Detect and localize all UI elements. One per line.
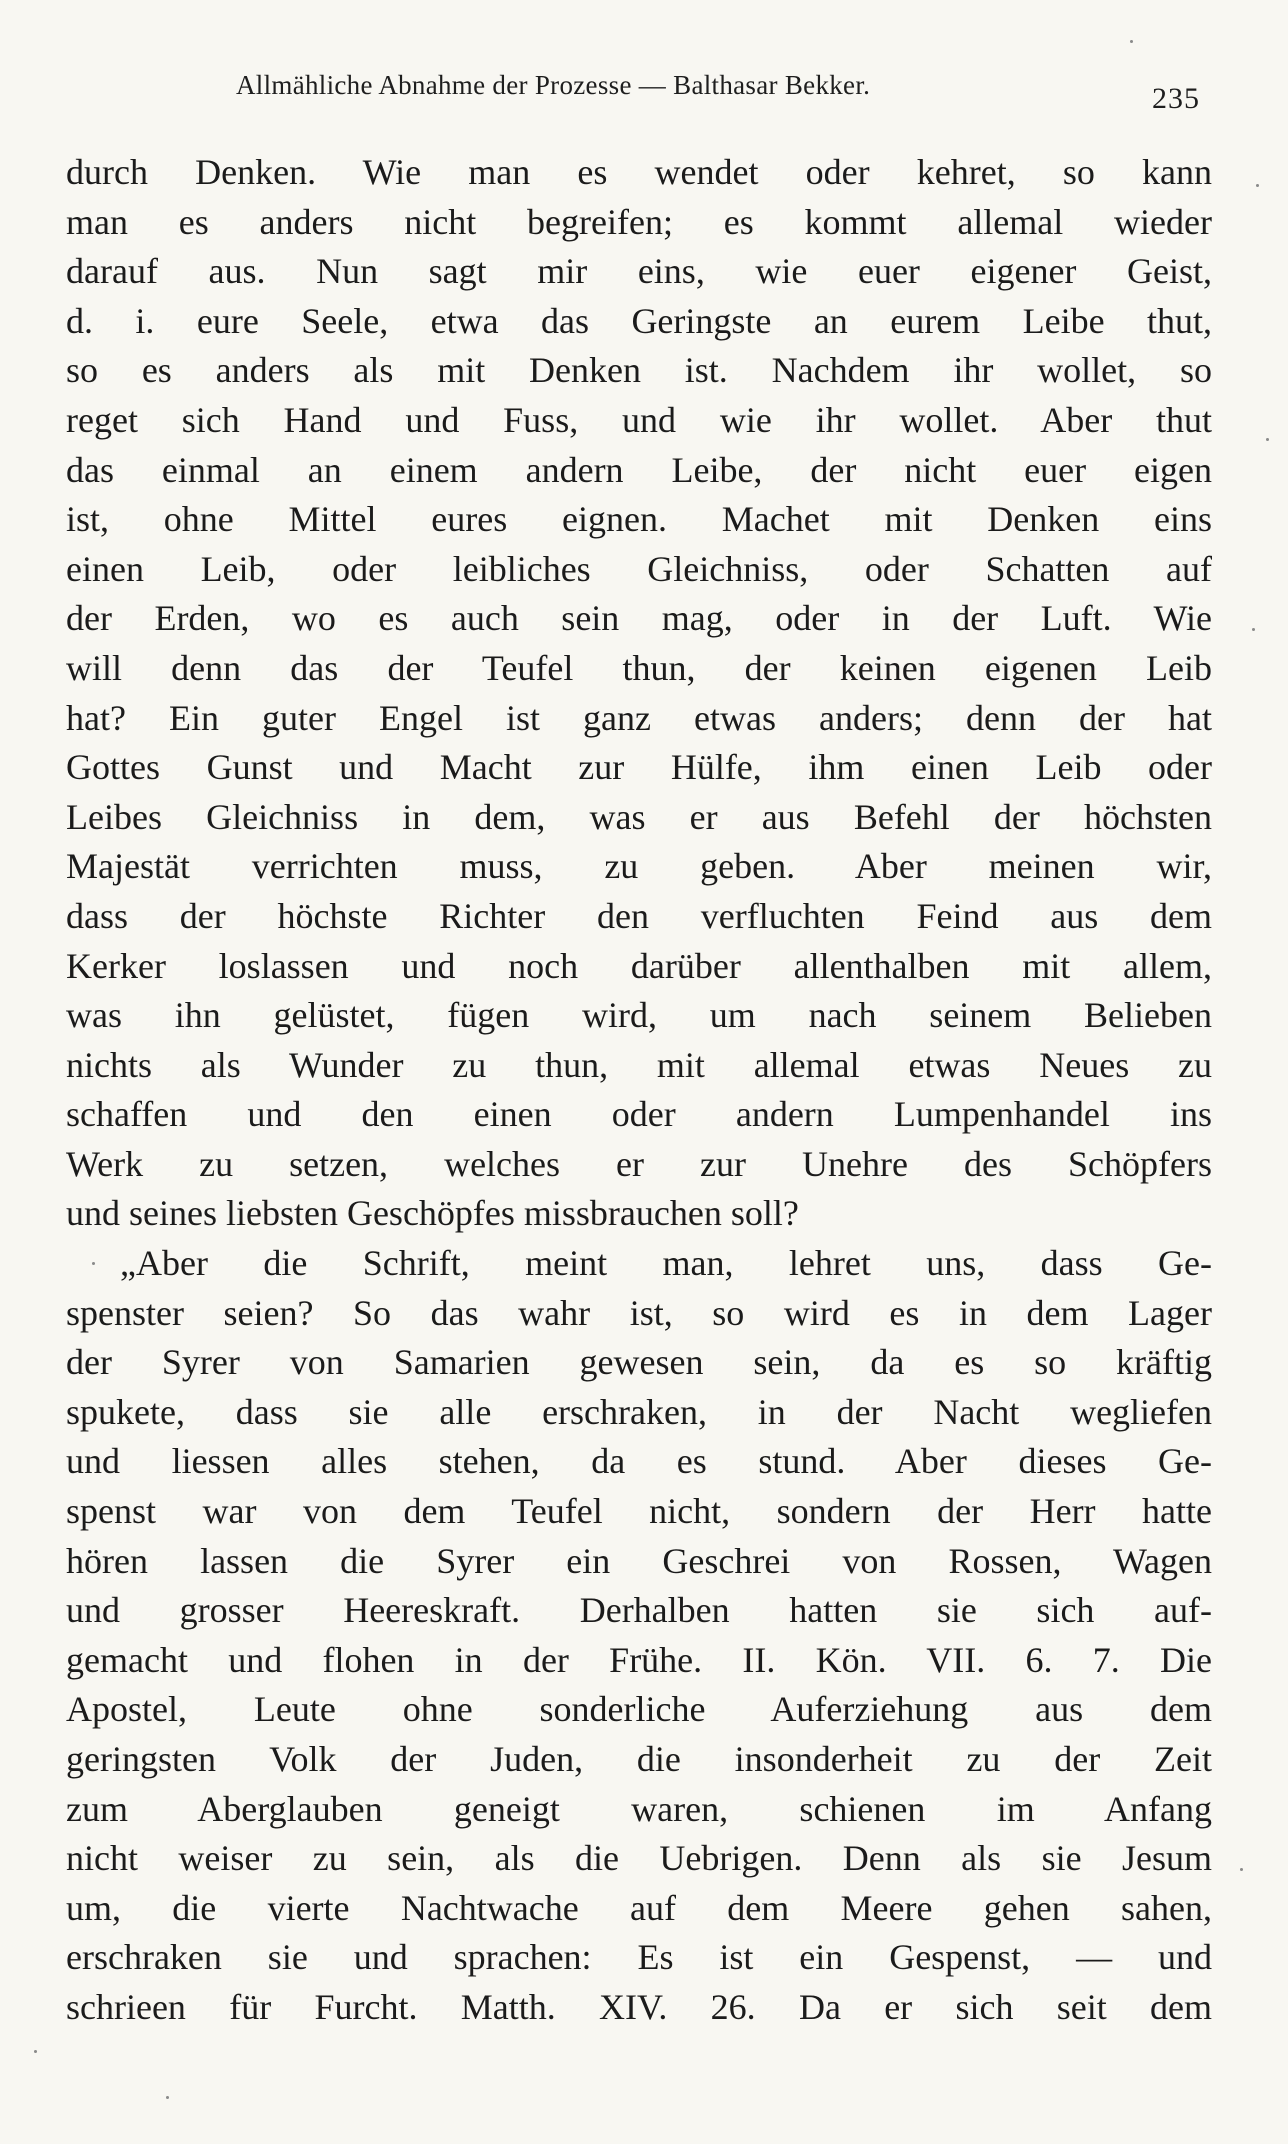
text-line: erschraken sie und sprachen: Es ist ein Gespenst, — und: [66, 1937, 1212, 1978]
paper-speck: [166, 2096, 169, 2099]
body-text: [66, 148, 1212, 2033]
text-line: nichts als Wunder zu thun, mit allemal etwas Neues zu: [66, 1044, 1212, 1085]
paper-speck: [1130, 40, 1133, 43]
text-line: hat? Ein guter Engel ist ganz etwas anders; denn der hat: [66, 697, 1212, 738]
text-line: einen Leib, oder leibliches Gleichniss, oder Schatten auf: [66, 548, 1212, 589]
text-line: und grosser Heereskraft. Derhalben hatten sie sich auf-: [66, 1590, 1212, 1631]
text-line: reget sich Hand und Fuss, und wie ihr wollet. Aber thut: [66, 399, 1212, 440]
paper-speck: [34, 2050, 37, 2053]
text-line: Leibes Gleichniss in dem, was er aus Befehl der höchsten: [66, 796, 1212, 837]
text-line: d. i. eure Seele, etwa das Geringste an eurem Leibe thut,: [66, 300, 1212, 341]
text-line: der Syrer von Samarien gewesen sein, da es so kräftig: [66, 1342, 1212, 1383]
text-line: was ihn gelüstet, fügen wird, um nach seinem Belieben: [66, 995, 1212, 1036]
text-line: spukete, dass sie alle erschraken, in der Nacht wegliefen: [66, 1391, 1212, 1432]
text-line: der Erden, wo es auch sein mag, oder in der Luft. Wie: [66, 598, 1212, 639]
text-line-paragraph-start: „Aber die Schrift, meint man, lehret uns, dass Ge-: [120, 1243, 1212, 1284]
text-line: dass der höchste Richter den verfluchten Feind aus dem: [66, 895, 1212, 936]
text-line: so es anders als mit Denken ist. Nachdem ihr wollet, so: [66, 350, 1212, 391]
paper-speck: [1252, 628, 1255, 631]
text-line: nicht weiser zu sein, als die Uebrigen. Denn als sie Jesum: [66, 1838, 1212, 1879]
text-line: Majestät verrichten muss, zu geben. Aber meinen wir,: [66, 846, 1212, 887]
text-line: durch Denken. Wie man es wendet oder kehret, so kann: [66, 152, 1212, 192]
running-head: [236, 66, 1200, 115]
text-line: geringsten Volk der Juden, die insonderheit zu der Zeit: [66, 1739, 1212, 1779]
text-line: darauf aus. Nun sagt mir eins, wie euer eigener Geist,: [66, 251, 1212, 292]
text-line: hören lassen die Syrer ein Geschrei von Rossen, Wagen: [66, 1540, 1212, 1581]
text-line: zum Aberglauben geneigt waren, schienen im Anfang: [66, 1788, 1212, 1829]
text-line: man es anders nicht begreifen; es kommt allemal wieder: [66, 201, 1212, 242]
text-line: Gottes Gunst und Macht zur Hülfe, ihm einen Leib oder: [66, 747, 1212, 788]
text-line: gemacht und flohen in der Frühe. II. Kön. VII. 6. 7. Die: [66, 1639, 1212, 1680]
text-line-paragraph-end: und seines liebsten Geschöpfes missbrauchen soll?: [66, 1193, 799, 1234]
text-line: spenst war von dem Teufel nicht, sondern der Herr hatte: [66, 1491, 1212, 1532]
running-title: Allmähliche Abnahme der Prozesse — Balthasar Bekker.: [236, 70, 871, 100]
text-line: spenster seien? So das wahr ist, so wird es in dem Lager: [66, 1292, 1212, 1333]
page-number: 235: [1152, 82, 1200, 115]
text-line: um, die vierte Nachtwache auf dem Meere gehen sahen,: [66, 1887, 1212, 1928]
text-line: und liessen alles stehen, da es stund. Aber dieses Ge-: [66, 1441, 1212, 1482]
text-line: Werk zu setzen, welches er zur Unehre des Schöpfers: [66, 1143, 1212, 1184]
text-line: will denn das der Teufel thun, der keinen eigenen Leib: [66, 647, 1212, 688]
text-line: Apostel, Leute ohne sonderliche Auferziehung aus dem: [66, 1689, 1212, 1730]
text-line: das einmal an einem andern Leibe, der nicht euer eigen: [66, 449, 1212, 490]
paper-speck: [1240, 1868, 1243, 1871]
text-line: schrieen für Furcht. Matth. XIV. 26. Da er sich seit dem: [66, 1986, 1212, 2027]
paper-speck: [1256, 184, 1259, 187]
text-line: Kerker loslassen und noch darüber allenthalben mit allem,: [66, 945, 1212, 986]
text-line: ist, ohne Mittel eures eignen. Machet mit Denken eins: [66, 499, 1212, 540]
text-line: schaffen und den einen oder andern Lumpenhandel ins: [66, 1094, 1212, 1135]
paper-speck: [1266, 438, 1269, 441]
paper-speck: [92, 1262, 95, 1265]
